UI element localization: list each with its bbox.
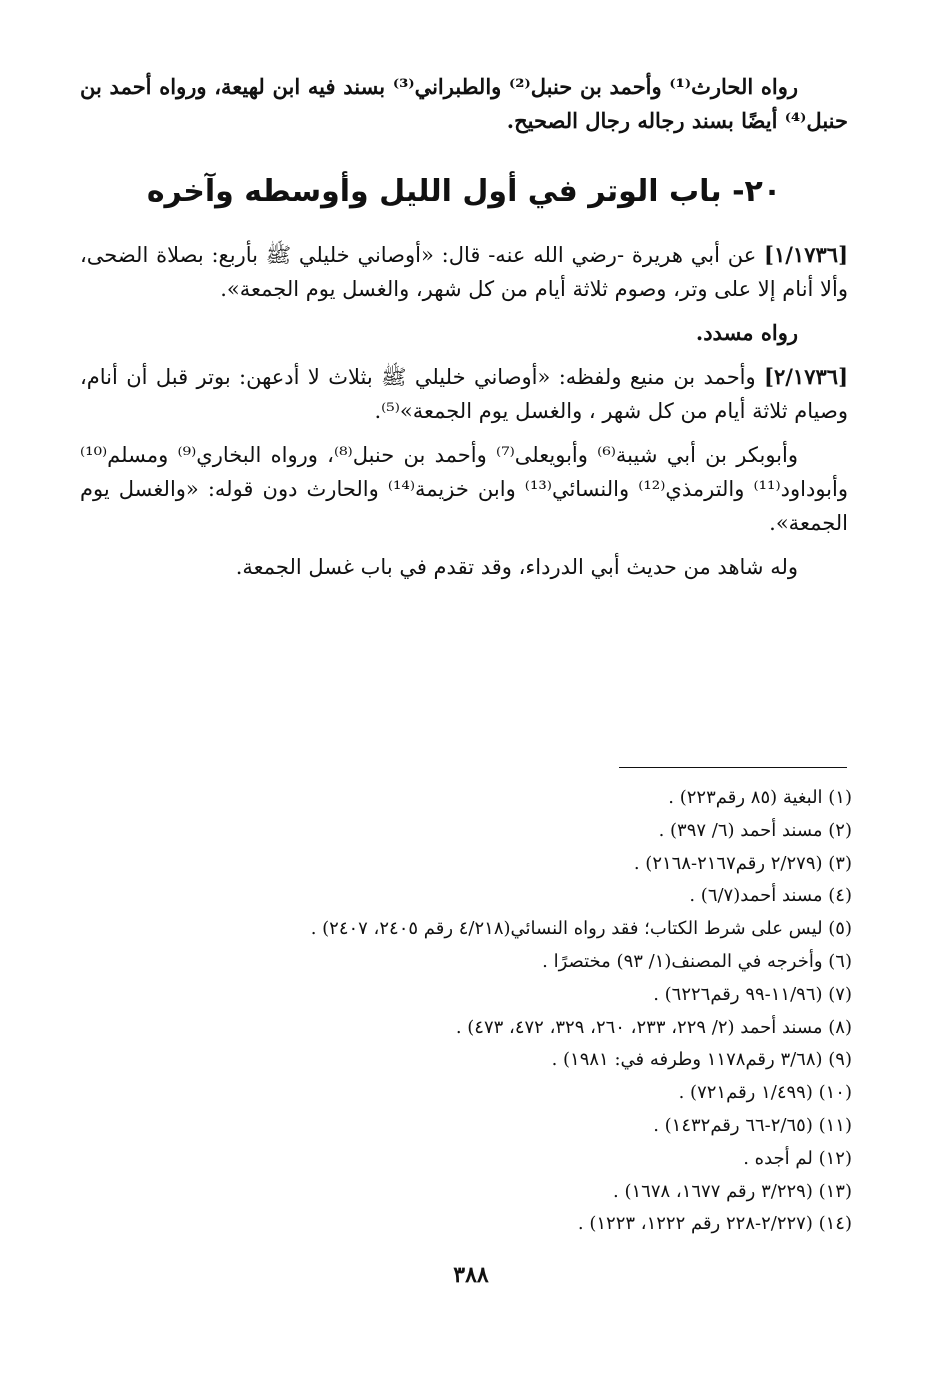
footnote-item: (١٣) (٣/٢٢٩ رقم ١٦٧٧، ١٦٧٨) .	[613, 1180, 852, 1202]
footnote-item: (٧) (١١/٩٦-٩٩ رقم٦٢٢٦) .	[653, 983, 852, 1005]
footnote-item: (١٢) لم أجده .	[743, 1147, 852, 1169]
footnote-item: (١١) (٢/٦٥-٦٦ رقم١٤٣٢) .	[653, 1114, 852, 1136]
footnote-item: (٨) مسند أحمد (٢/ ٢٢٩، ٢٣٣، ٢٦٠، ٣٢٩، ٤٧٢، ٤٧٣) .	[455, 1016, 852, 1038]
hadith-2-number: [٢/١٧٣٦]	[764, 364, 848, 389]
intro-paragraph: رواه الحارث⁽¹⁾ وأحمد بن حنبل⁽²⁾ والطبراني⁽³⁾ بسند فيه ابن لهيعة، ورواه أحمد بن حنبل⁽⁴⁾ أيضًا بسند رجاله رجال الصحيح.	[80, 74, 848, 133]
witness-paragraph: وله شاهد من حديث أبي الدرداء، وقد تقدم في باب غسل الجمعة.	[235, 555, 798, 579]
page-body	[80, 70, 848, 584]
footnote-item: (٤) مسند أحمد(٦/٧) .	[689, 885, 852, 907]
footnote-item: (٦) وأخرجه في المصنف(١/ ٩٣) مختصرًا .	[542, 950, 852, 972]
footnote-item: (١٠) (١/٤٩٩ رقم٧٢١) .	[678, 1082, 852, 1104]
narration-1: رواه مسدد.	[695, 320, 798, 345]
footnote-item: (٥) ليس على شرط الكتاب؛ فقد رواه النسائي(٤/٢١٨ رقم ٢٤٠٥، ٢٤٠٧) .	[310, 918, 852, 940]
chapter-title: ٢٠- باب الوتر في أول الليل وأوسطه وآخره	[146, 174, 782, 209]
hadith-1	[80, 238, 848, 306]
page-number: ٣٨٨	[453, 1262, 489, 1288]
hadith-2-text: وأحمد بن منيع ولفظه: «أوصاني خليلي ﷺ بثلاث لا أدعهن: بوتر قبل أن أنام، وصيام ثلاثة أيام من كل شهر ، والغسل يوم الجمعة»⁽⁵⁾.	[80, 365, 848, 423]
footnote-divider	[619, 767, 847, 768]
footnote-item: (١) البغية (٨٥ رقم٢٢٣) .	[668, 787, 852, 808]
hadith-2	[80, 360, 848, 428]
footnote-item: (٩) (٣/٦٨ رقم١١٧٨ وطرفه في: ١٩٨١) .	[551, 1049, 852, 1071]
footnote-item: (٣) (٢/٢٧٩ رقم٢١٦٧-٢١٦٨) .	[633, 852, 852, 874]
narrators-paragraph: وأبوبكر بن أبي شيبة⁽⁶⁾ وأبويعلى⁽⁷⁾ وأحمد بن حنبل⁽⁸⁾، ورواه البخاري⁽⁹⁾ ومسلم⁽¹⁰⁾ وأبوداود⁽¹¹⁾ والترمذي⁽¹²⁾ والنسائي⁽¹³⁾ وابن خزيمة⁽¹⁴⁾ والحارث دون قوله: «والغسل يوم الجمعة».	[80, 443, 848, 535]
hadith-1-text: عن أبي هريرة -رضي الله عنه- قال: «أوصاني خليلي ﷺ بأربع: بصلاة الضحى، وألا أنام إلا على وتر، وصوم ثلاثة أيام من كل شهر، والغسل يوم الجمعة».	[80, 243, 848, 301]
footnotes-list	[152, 782, 852, 1241]
hadith-1-number: [١/١٧٣٦]	[764, 242, 848, 267]
footnote-item: (٢) مسند أحمد (٦/ ٣٩٧) .	[658, 819, 852, 841]
footnote-item: (١٤) (٢/٢٢٧-٢٢٨ رقم ١٢٢٢، ١٢٢٣) .	[577, 1213, 852, 1235]
